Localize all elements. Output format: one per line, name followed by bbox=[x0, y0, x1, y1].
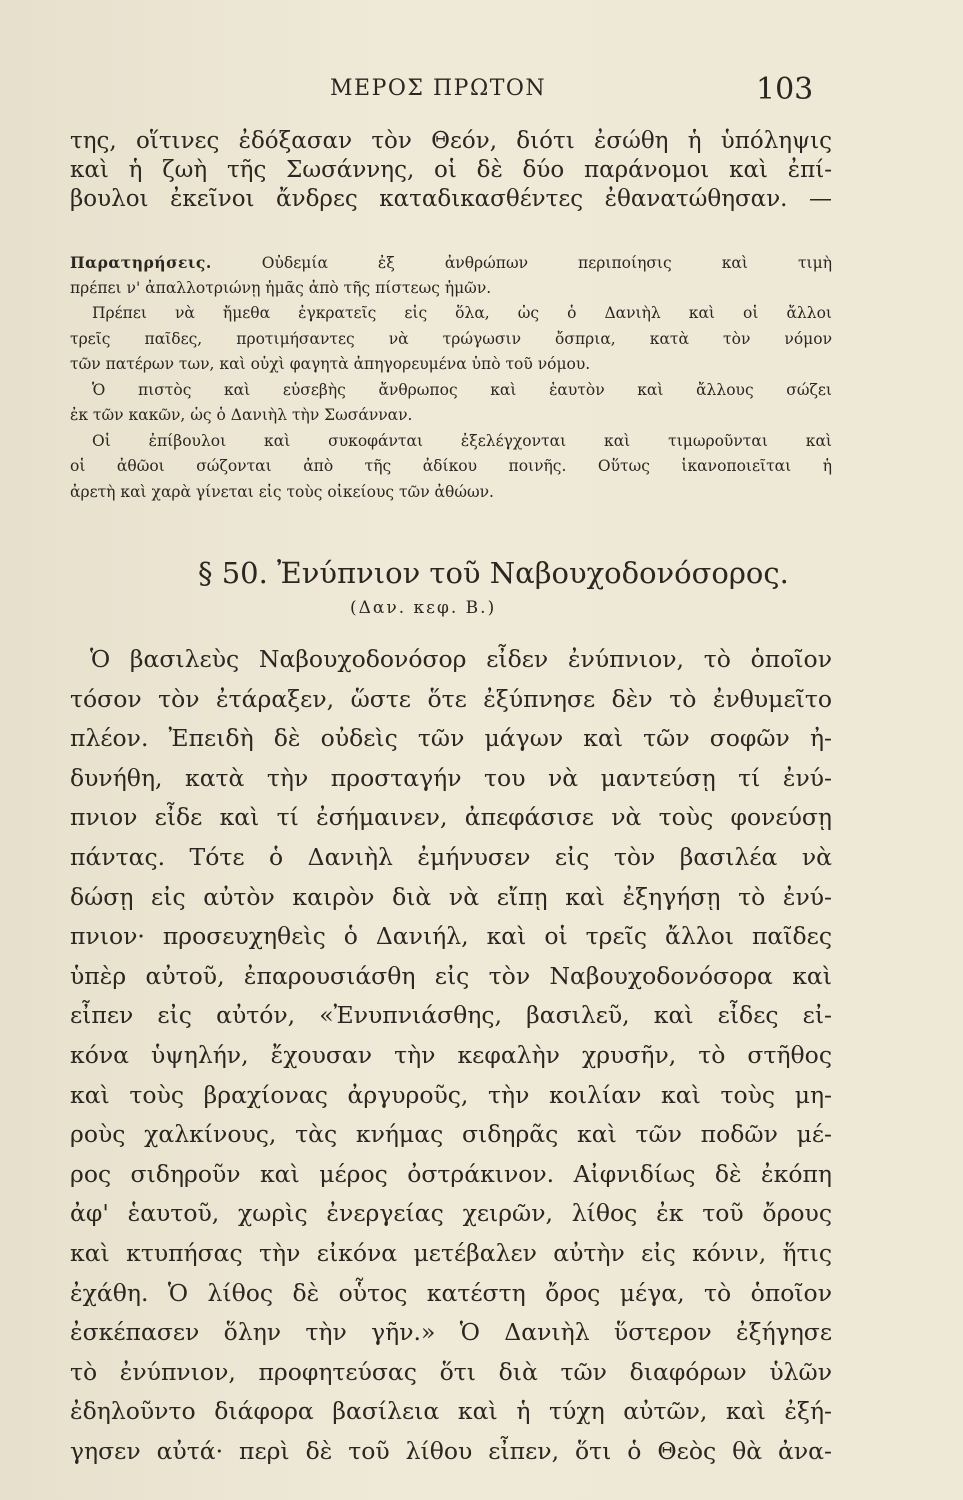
continued-paragraph bbox=[70, 127, 832, 214]
text-line: τόσον τὸν ἐτάραξεν, ὥστε ὅτε ἐξύπνησε δὲν τὸ ἐνθυμεῖτο bbox=[70, 684, 832, 713]
text-line: τὸ ἐνύπνιον, προφητεύσας ὅτι διὰ τῶν διαφόρων ὑλῶν bbox=[70, 1357, 832, 1386]
remarks-line: Πρέπει νὰ ἤμεθα ἐγκρατεῖς εἰς ὅλα, ὡς ὁ Δανιὴλ καὶ οἱ ἄλλοι bbox=[92, 304, 832, 322]
text-line: ρος σιδηροῦν καὶ μέρος ὀστράκινον. Αἰφνιδίως δὲ ἐκόπη bbox=[70, 1159, 832, 1188]
text-line: βουλοι ἐκεῖνοι ἄνδρες καταδικασθέντες ἐθανατώθησαν. — bbox=[70, 186, 832, 212]
text-line: ἀφ' ἑαυτοῦ, χωρὶς ἐνεργείας χειρῶν, λίθος ἐκ τοῦ ὄρους bbox=[70, 1199, 832, 1228]
text-line: πνιον εἶδε καὶ τί ἐσήμαινεν, ἀπεφάσισε νὰ τοὺς φονεύσῃ bbox=[70, 803, 832, 832]
running-title: ΜΕΡΟΣ ΠΡΩΤΟΝ bbox=[330, 76, 547, 101]
text-line: ἐχάθη. Ὁ λίθος δὲ οὗτος κατέστη ὄρος μέγα, τὸ ὁποῖον bbox=[70, 1278, 832, 1307]
remarks-line: ἀρετὴ καὶ χαρὰ γίνεται εἰς τοὺς οἰκείους τῶν ἀθώων. bbox=[70, 482, 494, 501]
text-line: της, οἵτινες ἐδόξασαν τὸν Θεόν, διότι ἐσώθη ἡ ὑπόληψις bbox=[70, 128, 832, 154]
remarks-line: οἱ ἀθῶοι σώζονται ἀπὸ τῆς ἀδίκου ποινῆς. Οὕτως ἱκανοποιεῖται ἡ bbox=[70, 457, 832, 475]
remarks-line: ἐκ τῶν κακῶν, ὡς ὁ Δανιὴλ τὴν Σωσάνναν. bbox=[70, 406, 413, 424]
text-line: ὑπὲρ αὐτοῦ, ἐπαρουσιάσθη εἰς τὸν Ναβουχοδονόσορα καὶ bbox=[70, 961, 832, 990]
running-head bbox=[0, 72, 963, 112]
text-line: πάντας. Τότε ὁ Δανιὴλ ἐμήνυσεν εἰς τὸν βασιλέα νὰ bbox=[70, 842, 832, 871]
remarks-first-line bbox=[70, 250, 832, 276]
text-line: καὶ ἡ ζωὴ τῆς Σωσάννης, οἱ δὲ δύο παράνομοι καὶ ἐπί- bbox=[70, 157, 832, 183]
remarks-line: Ὁ πιστὸς καὶ εὐσεβὴς ἄνθρωπος καὶ ἑαυτὸν καὶ ἄλλους σώζει bbox=[92, 380, 832, 399]
text-line: καὶ κτυπήσας τὴν εἰκόνα μετέβαλεν αὐτὴν εἰς κόνιν, ἥτις bbox=[70, 1238, 832, 1267]
page-number: 103 bbox=[756, 72, 814, 107]
text-line: δώσῃ εἰς αὐτὸν καιρὸν διὰ νὰ εἴπῃ καὶ ἐξηγήσῃ τὸ ἐνύ- bbox=[70, 882, 832, 911]
text-line: πλέον. Ἐπειδὴ δὲ οὐδεὶς τῶν μάγων καὶ τῶν σοφῶν ἠ- bbox=[70, 724, 832, 753]
remarks-line: τῶν πατέρων των, καὶ οὐχὶ φαγητὰ ἀπηγορευμένα ὑπὸ τοῦ νόμου. bbox=[70, 355, 591, 373]
text-line: κόνα ὑψηλήν, ἔχουσαν τὴν κεφαλὴν χρυσῆν, τὸ στῆθος bbox=[70, 1040, 832, 1069]
text-line: δυνήθη, κατὰ τὴν προσταγήν του νὰ μαντεύσῃ τί ἐνύ- bbox=[70, 763, 832, 792]
main-paragraph bbox=[70, 640, 832, 1471]
text-line: γησεν αὐτά· περὶ δὲ τοῦ λίθου εἶπεν, ὅτι ὁ Θεὸς θὰ ἀνα- bbox=[70, 1436, 832, 1465]
section-reference: (Δαν. κεφ. Β.) bbox=[350, 598, 497, 618]
remarks-label: Παρατηρήσεις. bbox=[70, 253, 212, 272]
text-line: πνιον· προσευχηθεὶς ὁ Δανιήλ, καὶ οἱ τρεῖς ἄλλοι παῖδες bbox=[70, 922, 832, 951]
remarks-line: πρέπει ν' ἀπαλλοτριώνῃ ἡμᾶς ἀπὸ τῆς πίστεως ἡμῶν. bbox=[70, 278, 492, 297]
text-line: Ὁ βασιλεὺς Ναβουχοδονόσορ εἶδεν ἐνύπνιον, τὸ ὁποῖον bbox=[90, 645, 832, 673]
remarks-block bbox=[70, 250, 832, 505]
text-line: ροὺς χαλκίνους, τὰς κνήμας σιδηρᾶς καὶ τῶν ποδῶν μέ- bbox=[70, 1120, 832, 1149]
remarks-line: Οἱ ἐπίβουλοι καὶ συκοφάνται ἐξελέγχονται καὶ τιμωροῦνται καὶ bbox=[92, 431, 832, 450]
text-line: ἐδηλοῦντο διάφορα βασίλεια καὶ ἡ τύχη αὐτῶν, καὶ ἐξή- bbox=[70, 1397, 832, 1426]
section-heading: § 50. Ἐνύπνιον τοῦ Ναβουχοδονόσορος. bbox=[198, 556, 789, 590]
remarks-line: τρεῖς παῖδες, προτιμήσαντες νὰ τρώγωσιν ὄσπρια, κατὰ τὸν νόμον bbox=[70, 329, 832, 348]
text-line: ἐσκέπασεν ὅλην τὴν γῆν.» Ὁ Δανιὴλ ὕστερον ἐξήγησε bbox=[70, 1318, 832, 1347]
text-line: καὶ τοὺς βραχίονας ἀργυροῦς, τὴν κοιλίαν καὶ τοὺς μη- bbox=[70, 1080, 832, 1109]
remarks-line: Οὐδεμία ἐξ ἀνθρώπων περιποίησις καὶ τιμὴ bbox=[261, 254, 832, 272]
text-line: εἶπεν εἰς αὐτόν, «Ἐνυπνιάσθης, βασιλεῦ, καὶ εἶδες εἰ- bbox=[70, 1001, 832, 1030]
